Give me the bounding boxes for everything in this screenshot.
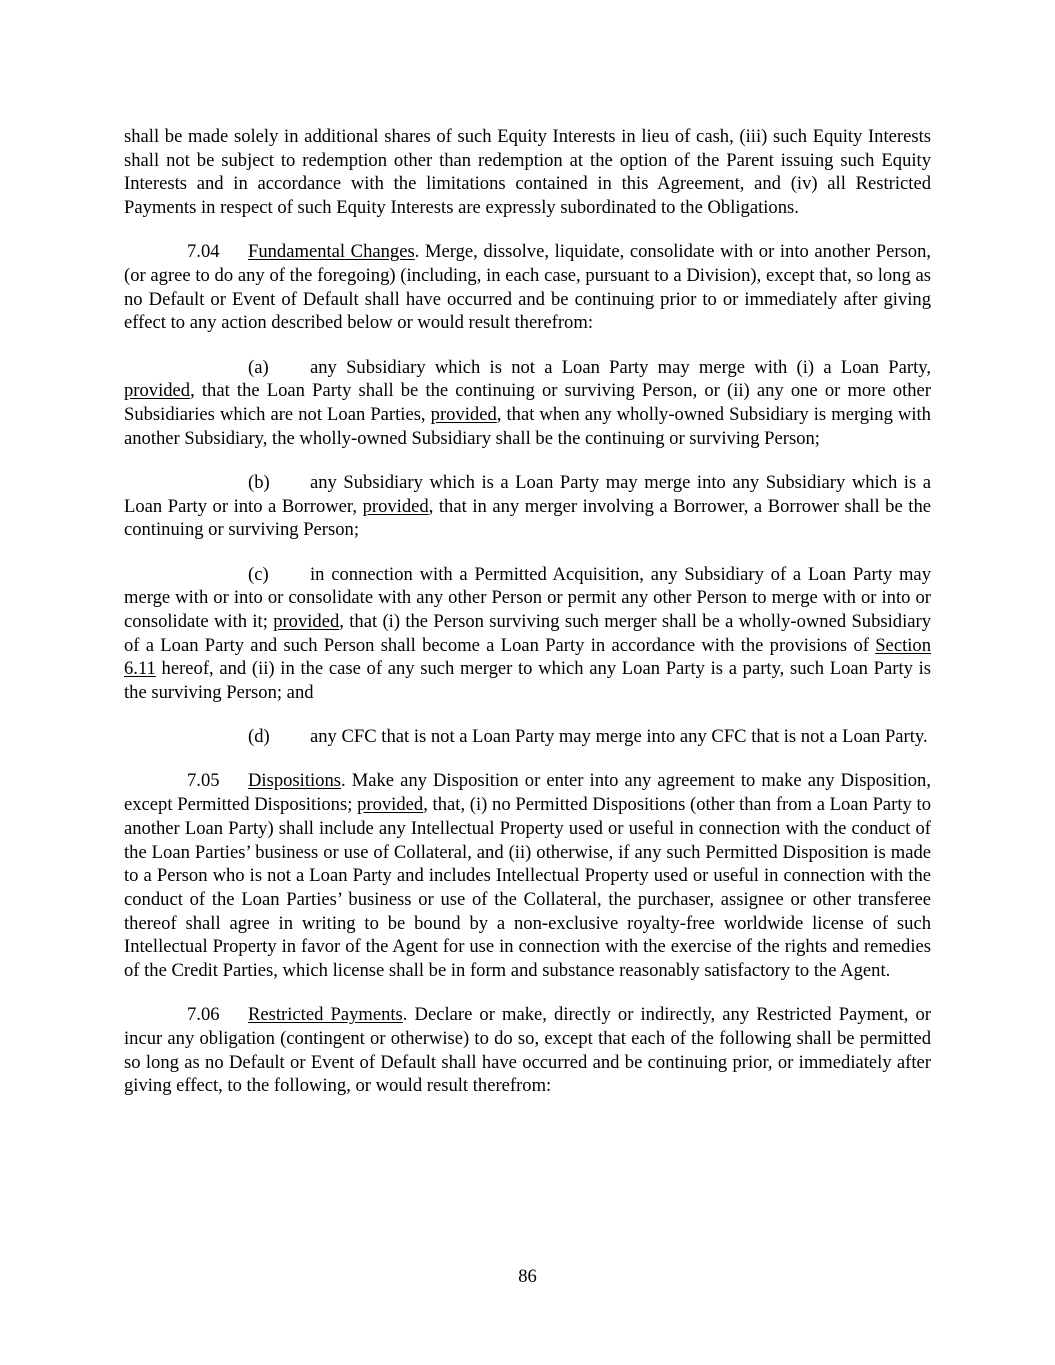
text-segment: . Declare or make, directly or indirectly, any Restricted Payment, or incur any obligation (contingent or otherwise) to do so, except that each of the following shall be permitted so long as no Default or Event of Default shall have occurred and be continuing prior, or immediately after giving effect, to the following, or would result therefrom: bbox=[124, 1004, 931, 1097]
text-segment: , that (i) the Person surviving such merger shall be a wholly-owned Subsidiary of a Loan Party and such Person shall become a Loan Party in accordance with the provisions of bbox=[124, 610, 931, 656]
text-segment: shall be made solely in additional shares of such Equity Interests in lieu of cash, (iii) such Equity Interests shall not be subject to redemption other than redemption at the option of the Parent issuing such Equity Interests and in accordance with the limitations contained in this Agreement, and (iv) all Restricted Payments in respect of such Equity Interests are expressly subordinated to the Obligations. bbox=[124, 126, 931, 219]
section-heading: Fundamental Changes bbox=[248, 241, 415, 263]
underlined-term: provided bbox=[124, 380, 191, 402]
section-number: 7.05 bbox=[187, 770, 220, 792]
underlined-term: provided bbox=[362, 495, 429, 517]
text-segment: . Make any Disposition or enter into any agreement to make any Disposition, except Permitted Dispositions; bbox=[124, 770, 931, 816]
text-segment: hereof, and (ii) in the case of any such merger to which any Loan Party is a party, such Loan Party is the surviving Person; and bbox=[124, 658, 931, 704]
clause-label: (b) bbox=[248, 471, 270, 493]
section-number: 7.06 bbox=[187, 1004, 220, 1026]
text-segment: , that, (i) no Permitted Dispositions (other than from a Loan Party to another Loan Party) shall include any Intellectual Property used or useful in connection with the conduct of the Loan Parties’ business or use of Collateral, and (ii) otherwise, if any such Permitted Disposition is made to a Person who is not a Loan Party and includes Intellectual Property used or useful in connection with the conduct of the Loan Parties’ business or use of the Collateral, the purchaser, assignee or other transferee thereof shall agree in writing to be bound by a non-exclusive royalty-free worldwide license of such Intellectual Property in favor of the Agent for use in connection with the exercise of the rights and remedies of the Credit Parties, which license shall be in form and substance reasonably satisfactory to the Agent. bbox=[124, 794, 931, 982]
underlined-term: provided bbox=[273, 610, 340, 632]
text-segment: any Subsidiary which is not a Loan Party may merge with (i) a Loan Party, bbox=[310, 356, 931, 378]
text-segment: in connection with a Permitted Acquisition, any Subsidiary of a Loan Party may merge with or into or consolidate with any other Person or permit any other Person to merge with or into or consolidate with it; bbox=[124, 563, 931, 632]
clause-c bbox=[124, 563, 931, 705]
clause-b bbox=[124, 471, 931, 542]
clause-a bbox=[124, 356, 931, 451]
section-7-05 bbox=[124, 769, 931, 982]
section-heading: Restricted Payments bbox=[248, 1004, 403, 1026]
section-reference: Section 6.11 bbox=[124, 634, 931, 680]
page-number: 86 bbox=[518, 1266, 537, 1287]
underlined-term: provided bbox=[430, 404, 497, 426]
clause-label: (c) bbox=[248, 563, 269, 585]
text-segment: , that when any wholly-owned Subsidiary is merging with another Subsidiary, the wholly-owned Subsidiary shall be the continuing or surviving Person; bbox=[124, 404, 931, 449]
text-segment: any CFC that is not a Loan Party may merge into any CFC that is not a Loan Party. bbox=[310, 726, 928, 748]
text-segment: , that the Loan Party shall be the continuing or surviving Person, or (ii) any one or more other Subsidiaries which are not Loan Parties, bbox=[124, 380, 931, 426]
text-segment: . Merge, dissolve, liquidate, consolidate with or into another Person, (or agree to do any of the foregoing) (including, in each case, pursuant to a Division), except that, so long as no Default or Event of Default shall have occurred and be continuing prior to or immediately after giving effect to any action described below or would result therefrom: bbox=[124, 241, 932, 334]
text-segment: , that in any merger involving a Borrower, a Borrower shall be the continuing or surviving Person; bbox=[124, 495, 931, 541]
section-7-04 bbox=[124, 240, 931, 335]
clause-d bbox=[124, 725, 931, 749]
text-segment: any Subsidiary which is a Loan Party may merge into any Subsidiary which is a Loan Party or into a Borrower, bbox=[124, 471, 931, 517]
underlined-term: provided bbox=[357, 794, 424, 816]
clause-label: (d) bbox=[248, 726, 270, 748]
clause-label: (a) bbox=[248, 356, 269, 378]
section-heading: Dispositions bbox=[248, 770, 341, 792]
section-7-06 bbox=[124, 1003, 931, 1098]
section-number: 7.04 bbox=[187, 241, 220, 263]
document-body bbox=[124, 125, 931, 1119]
paragraph-continuation bbox=[124, 125, 931, 220]
